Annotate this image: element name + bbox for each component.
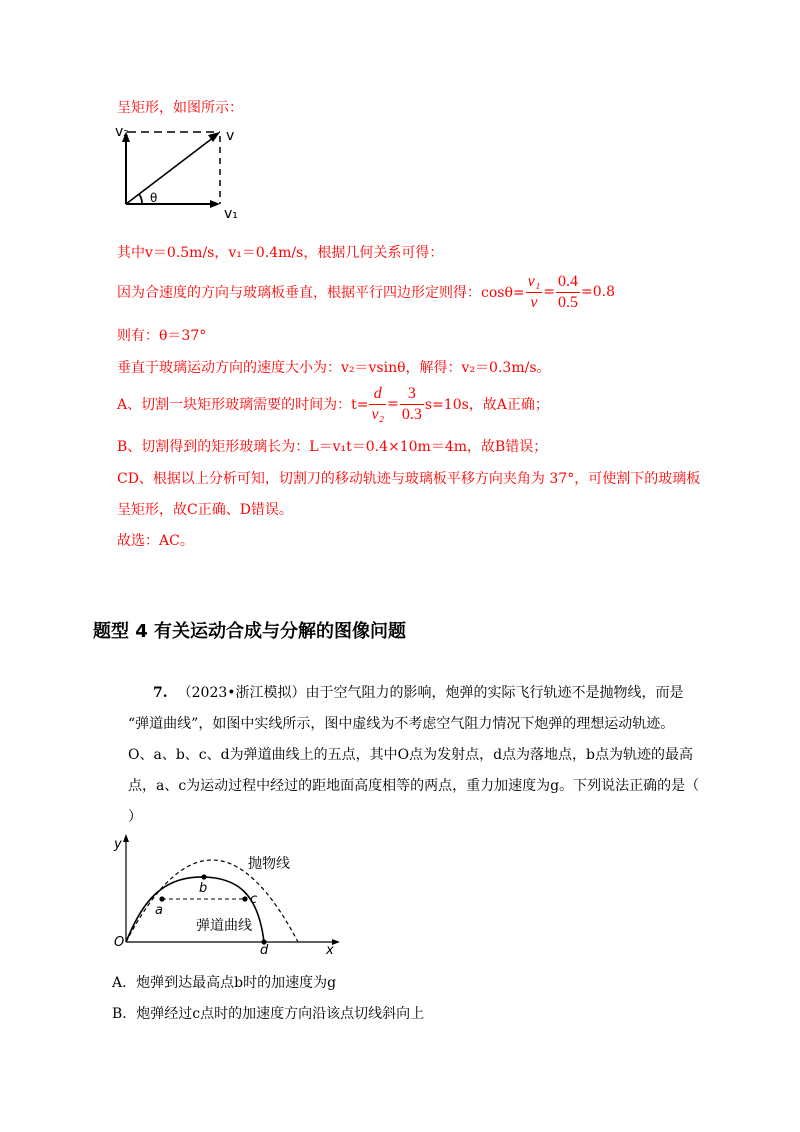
fraction-d-over-v2	[369, 384, 386, 425]
fraction-denominator: v	[530, 293, 538, 311]
theta-arc	[139, 194, 142, 204]
velocity-diagram	[112, 120, 252, 230]
fraction-denominator: 0.3	[401, 405, 422, 423]
solution-answer: 故选：AC。	[117, 533, 194, 549]
fraction-v1-over-v	[526, 272, 543, 313]
question-line4: 点，a、c为运动过程中经过的距地面高度相等的两点，重力加速度为g。下列说法正确的是（	[128, 778, 700, 794]
solution-option-cd-line2: 呈矩形，故C正确、D错误。	[117, 502, 293, 518]
a-tail: s=10s，故A正确；	[424, 397, 549, 413]
solution-intro: 呈矩形，如图所示：	[117, 100, 243, 116]
fraction-denominator: v₂	[371, 405, 385, 423]
y-axis-arrowhead	[123, 834, 129, 842]
question-text-1: （2023•浙江模拟）由于空气阻力的影响，炮弹的实际飞行轨迹不是抛物线，而是	[177, 685, 684, 701]
ballistic-label: 弹道曲线	[196, 918, 252, 934]
question-line1	[153, 682, 684, 702]
solution-theta: 则有：θ＝37°	[117, 328, 207, 344]
y-axis-label: y	[114, 837, 122, 852]
trajectory-figure	[110, 830, 350, 955]
solution-option-a	[117, 383, 549, 425]
question-line2: “弹道曲线”，如图中实线所示，图中虚线为不考虑空气阻力情况下炮弹的理想运动轨迹。	[128, 716, 675, 732]
fraction-numerator: 0.4	[556, 272, 580, 293]
v1-label: v₁	[224, 206, 238, 222]
x-axis-label: x	[326, 943, 334, 955]
option-b[interactable]: B．炮弹经过c点时的加速度方向沿该点切线斜向上	[112, 1006, 425, 1022]
option-a[interactable]: A．炮弹到达最高点b时的加速度为g	[112, 975, 337, 991]
v-label: v	[226, 128, 235, 144]
question-line3: O、a、b、c、d为弹道曲线上的五点，其中O点为发射点，d点为落地点，b点为轨迹的最高	[128, 747, 693, 763]
v2-label: v₂	[115, 124, 129, 140]
v1-arrowhead	[210, 200, 220, 208]
question-number: 7.	[153, 685, 168, 701]
question-line5: ）	[128, 809, 142, 825]
solution-perp-speed: 垂直于玻璃运动方向的速度大小为：v₂＝vsinθ，解得：v₂＝0.3m/s。	[117, 360, 551, 376]
theta-label: θ	[150, 191, 158, 205]
origin-label: O	[114, 935, 125, 950]
cos-lead: 因为合速度的方向与玻璃板垂直，根据平行四边形定则得：cosθ=	[117, 285, 525, 301]
a-lead: A、切割一块矩形玻璃需要的时间为：t=	[117, 397, 369, 413]
solution-option-cd-line1: CD、根据以上分析可知，切割刀的移动轨迹与玻璃板平移方向夹角为 37°，可使割下的玻璃板	[117, 471, 701, 487]
fraction-denominator: 0.5	[558, 293, 579, 311]
label-b: b	[199, 881, 208, 896]
label-d: d	[260, 943, 269, 955]
cos-result: =0.8	[581, 284, 616, 300]
fraction-numerator: v₁	[526, 272, 543, 293]
point-b	[201, 874, 206, 879]
solution-option-b: B、切割得到的矩形玻璃长为：L＝v₁t＝0.4×10m＝4m，故B错误；	[117, 439, 548, 455]
label-a: a	[155, 903, 163, 918]
parabola-label: 抛物线	[248, 856, 290, 872]
fraction-3-over-03	[400, 384, 424, 425]
point-a	[159, 896, 164, 901]
equals-sign: =	[543, 284, 556, 300]
equals-sign: =	[387, 396, 399, 412]
point-c	[242, 896, 247, 901]
fraction-numerator: d	[369, 384, 386, 405]
solution-cos-line	[117, 272, 615, 312]
label-c: c	[250, 892, 258, 907]
fraction-numerator: 3	[400, 384, 424, 405]
section-title: 题型 4 有关运动合成与分解的图像问题	[93, 621, 407, 642]
fraction-04-over-05	[556, 272, 580, 313]
solution-given: 其中v＝0.5m/s，v₁＝0.4m/s，根据几何关系可得：	[117, 245, 444, 261]
